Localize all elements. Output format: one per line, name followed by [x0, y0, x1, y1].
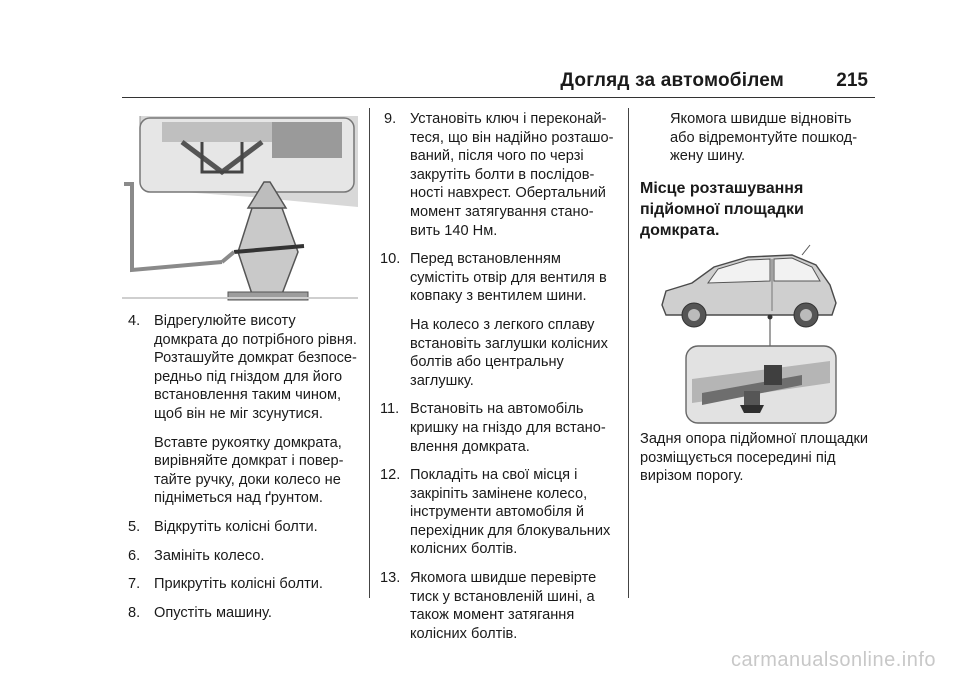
list-item-continuation: На колесо з легкого сплаву встановіть заглушки колісних болтів або центральну заглушку. [410, 316, 608, 389]
column-3 [640, 110, 876, 241]
column-divider [628, 108, 629, 598]
section-title: Догляд за автомобілем [560, 70, 784, 91]
list-item: 11. Встановіть на автомобіль кришку на гніздо для встановлення домкрата. [380, 401, 606, 455]
list-item: 4. Відрегулюйте висоту домкрата до потрібного рівня. Розташуйте домкрат безпосередньо під гніздом для його встановлення таким чином, щоб він не міг зсунутися. [128, 313, 357, 422]
column-divider [369, 108, 370, 598]
jack-illustration [122, 112, 358, 302]
list-item: 5. Відкрутіть колісні болти. [128, 518, 318, 535]
list-item-continuation: Вставте рукоятку домкрата, вирівняйте домкрат і повертайте ручку, доки колесо не підніметься над ґрунтом. [154, 434, 344, 507]
list-item: 7. Прикрутіть колісні болти. [128, 576, 323, 593]
list-item: 10. Перед встановленням сумістіть отвір для вентиля в ковпаку з вентилем шини. [380, 251, 607, 305]
column-2 [380, 110, 616, 653]
column-1 [124, 312, 360, 632]
list-item: 8. Опустіть машину. [128, 604, 272, 621]
page-number: 215 [836, 70, 868, 91]
jacking-point-illustration [652, 243, 852, 425]
watermark: carmanualsonline.info [730, 649, 936, 671]
header-rule [122, 97, 875, 98]
list-item: 12. Покладіть на свої місця і закріпіть замінене колесо, інструменти автомобіля й перехідник для блокувальних колісних болтів. [380, 467, 611, 558]
list-item: 13. Якомога швидше перевірте тиск у встановленій шині, а також момент затягання колісних болтів. [380, 570, 597, 642]
continued-paragraph: Якомога швидше відновіть або відремонтуйте пошкоджену шину. [670, 111, 858, 165]
section-heading: Місце розташування підйомної площадки домкрата. [640, 179, 804, 239]
figure-caption-block [640, 430, 876, 486]
figure-caption: Задня опора підйомної площадки розміщується посередині під вирізом порогу. [640, 431, 869, 485]
list-item: 6. Замініть колесо. [128, 547, 265, 564]
list-item: 9. Установіть ключ і переконайтеся, що він надійно розташований, після чого по черзі закрутіть болти в послідовності навхрест. Обертальний момент затягування становить 140 Нм. [384, 111, 614, 239]
